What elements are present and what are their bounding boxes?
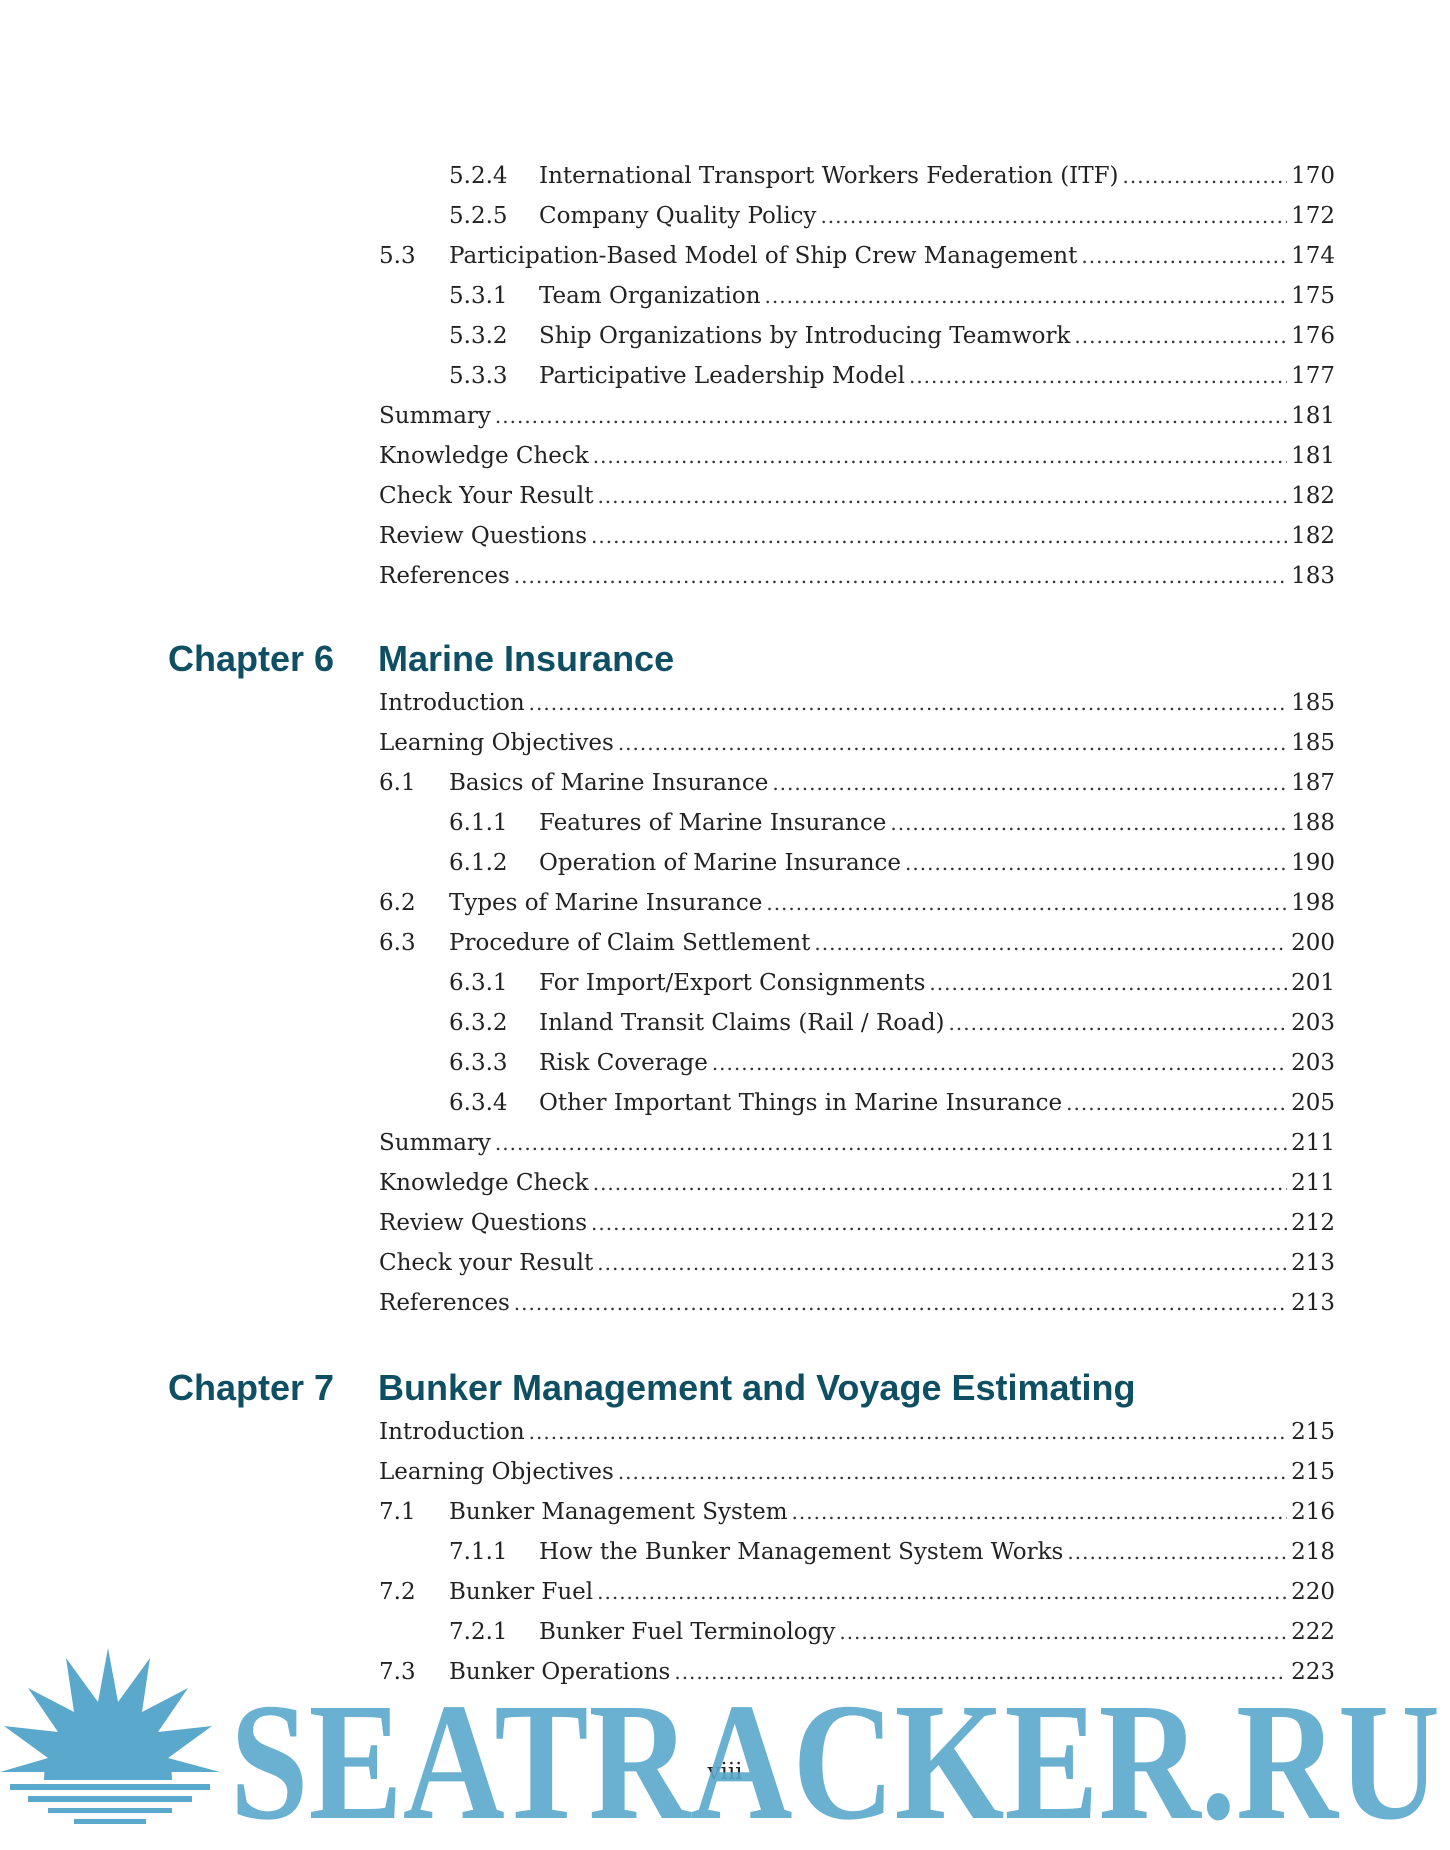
toc-entry-title: Bunker Management System	[449, 1499, 788, 1525]
toc-entry-page: 215	[1291, 1419, 1335, 1445]
toc-entry-title: References	[379, 1290, 510, 1316]
dot-leader	[792, 1492, 1288, 1532]
toc-entry-5-3-1[interactable]	[449, 276, 1335, 316]
toc-entry-page: 187	[1291, 770, 1335, 796]
toc-entry-page: 201	[1291, 970, 1335, 996]
toc-entry-5-3-2[interactable]	[449, 316, 1335, 356]
dot-leader	[772, 763, 1287, 803]
toc-entry-knowledge-check[interactable]	[379, 436, 1335, 476]
toc-entry-summary[interactable]	[379, 1123, 1335, 1163]
toc-entry-number: 5.3.2	[449, 323, 508, 349]
toc-entry-page: 177	[1291, 363, 1335, 389]
toc-entry-page: 203	[1291, 1010, 1335, 1036]
chapter-7-heading[interactable]	[168, 1363, 1338, 1413]
toc-entry-introduction[interactable]	[379, 683, 1335, 723]
toc-entry-knowledge-check[interactable]	[379, 1163, 1335, 1203]
toc-entry-page: 185	[1291, 690, 1335, 716]
toc-entry-page: 213	[1291, 1250, 1335, 1276]
sun-wave-line	[48, 1808, 172, 1813]
toc-entry-title: Features of Marine Insurance	[539, 810, 887, 836]
toc-entry-page: 223	[1291, 1659, 1335, 1685]
dot-leader	[890, 803, 1287, 843]
sun-wave-line	[28, 1796, 192, 1802]
chapter-label: Chapter 7	[168, 1367, 335, 1408]
toc-entry-number: 5.3	[379, 243, 416, 269]
toc-entry-5-2-4[interactable]	[449, 156, 1335, 196]
toc-entry-title: For Import/Export Consignments	[539, 970, 926, 996]
toc-entry-page: 222	[1291, 1619, 1335, 1645]
chapter-6-heading[interactable]	[168, 634, 1338, 684]
toc-entry-page: 220	[1291, 1579, 1335, 1605]
toc-entry-number: 6.3	[379, 930, 416, 956]
toc-entry-number: 5.3.1	[449, 283, 508, 309]
toc-entry-number: 6.3.2	[449, 1010, 508, 1036]
toc-entry-page: 188	[1291, 810, 1335, 836]
dot-leader	[618, 1452, 1287, 1492]
toc-entry-6-3-3[interactable]	[449, 1043, 1335, 1083]
toc-entry-title: Review Questions	[379, 1210, 588, 1236]
toc-entry-title: Introduction	[379, 690, 525, 716]
toc-entry-title: Knowledge Check	[379, 1170, 589, 1196]
toc-entry-page: 216	[1291, 1499, 1335, 1525]
toc-entry-5-2-5[interactable]	[449, 196, 1335, 236]
dot-leader	[949, 1003, 1288, 1043]
toc-entry-title: Introduction	[379, 1419, 525, 1445]
toc-entry-number: 7.3	[379, 1659, 416, 1685]
toc-entry-page: 212	[1291, 1210, 1335, 1236]
dot-leader	[593, 436, 1287, 476]
toc-entry-page: 215	[1291, 1459, 1335, 1485]
toc-entry-5-3-3[interactable]	[449, 356, 1335, 396]
toc-entry-6-3[interactable]	[379, 923, 1335, 963]
toc-entry-check-your-result[interactable]	[379, 1243, 1335, 1283]
dot-leader	[765, 276, 1288, 316]
toc-entry-learning-objectives[interactable]	[379, 723, 1335, 763]
dot-leader	[593, 1163, 1287, 1203]
dot-leader	[766, 883, 1287, 923]
toc-entry-title: Ship Organizations by Introducing Teamwork	[539, 323, 1071, 349]
toc-entry-page: 182	[1291, 483, 1335, 509]
dot-leader	[514, 556, 1287, 596]
toc-entry-6-3-1[interactable]	[449, 963, 1335, 1003]
toc-entry-6-3-4[interactable]	[449, 1083, 1335, 1123]
toc-entry-page: 198	[1291, 890, 1335, 916]
chapter-title: Marine Insurance	[378, 638, 675, 679]
toc-entry-7-2[interactable]	[379, 1572, 1335, 1612]
dot-leader	[495, 396, 1287, 436]
toc-entry-title: Company Quality Policy	[539, 203, 817, 229]
toc-entry-page: 183	[1291, 563, 1335, 589]
dot-leader	[597, 1572, 1287, 1612]
dot-leader	[1074, 316, 1287, 356]
dot-leader	[929, 963, 1287, 1003]
toc-entry-number: 7.1	[379, 1499, 416, 1525]
dot-leader	[1123, 156, 1288, 196]
dot-leader	[591, 516, 1287, 556]
toc-entry-title: Learning Objectives	[379, 1459, 614, 1485]
toc-entry-5-3[interactable]	[379, 236, 1335, 276]
toc-entry-page: 175	[1291, 283, 1335, 309]
toc-entry-title: Other Important Things in Marine Insurance	[539, 1090, 1063, 1116]
toc-entry-title: Team Organization	[539, 283, 761, 309]
dot-leader	[712, 1043, 1287, 1083]
toc-entry-page: 181	[1291, 443, 1335, 469]
toc-entry-title: Bunker Fuel Terminology	[539, 1619, 836, 1645]
dot-leader	[514, 1283, 1287, 1323]
toc-entry-number: 6.2	[379, 890, 416, 916]
toc-entry-page: 203	[1291, 1050, 1335, 1076]
toc-entry-page: 218	[1291, 1539, 1335, 1565]
toc-entry-references[interactable]	[379, 556, 1335, 596]
toc-entry-title: Types of Marine Insurance	[449, 890, 763, 916]
dot-leader	[820, 196, 1287, 236]
toc-entry-page: 213	[1291, 1290, 1335, 1316]
toc-entry-title: Participation-Based Model of Ship Crew Management	[449, 243, 1078, 269]
dot-leader	[909, 356, 1287, 396]
toc-entry-introduction[interactable]	[379, 1412, 1335, 1452]
toc-entry-title: Summary	[379, 403, 491, 429]
dot-leader	[618, 723, 1287, 763]
toc-entry-title: Check your Result	[379, 1250, 594, 1276]
toc-entry-title: Review Questions	[379, 523, 588, 549]
toc-entry-page: 211	[1291, 1130, 1335, 1156]
toc-entry-references[interactable]	[379, 1283, 1335, 1323]
toc-entry-page: 190	[1291, 850, 1335, 876]
toc-entry-page: 170	[1291, 163, 1335, 189]
toc-entry-check-your-result[interactable]	[379, 476, 1335, 516]
chapter-title: Bunker Management and Voyage Estimating	[378, 1367, 1136, 1408]
toc-entry-number: 5.2.5	[449, 203, 508, 229]
sun-wave-line	[10, 1784, 210, 1790]
toc-entry-title: Bunker Fuel	[449, 1579, 594, 1605]
toc-entry-title: Procedure of Claim Settlement	[449, 930, 811, 956]
toc-entry-7-1[interactable]	[379, 1492, 1335, 1532]
toc-entry-page: 185	[1291, 730, 1335, 756]
toc-entry-number: 6.3.4	[449, 1090, 508, 1116]
toc-entry-6-3-2[interactable]	[449, 1003, 1335, 1043]
toc-entry-7-1-1[interactable]	[449, 1532, 1335, 1572]
chapter-label: Chapter 6	[168, 638, 335, 679]
watermark-text: SEATRACKER.RU	[230, 1669, 1440, 1850]
toc-entry-title: International Transport Workers Federation (ITF)	[539, 163, 1119, 189]
toc-entry-title: Check Your Result	[379, 483, 594, 509]
toc-entry-page: 200	[1291, 930, 1335, 956]
toc-entry-number: 7.2.1	[449, 1619, 508, 1645]
toc-entry-title: References	[379, 563, 510, 589]
sun-icon	[0, 1648, 220, 1844]
toc-entry-page: 176	[1291, 323, 1335, 349]
toc-entry-number: 7.2	[379, 1579, 416, 1605]
toc-entry-6-2[interactable]	[379, 883, 1335, 923]
toc-entry-page: 172	[1291, 203, 1335, 229]
dot-leader	[597, 1243, 1287, 1283]
toc-entry-6-1-1[interactable]	[449, 803, 1335, 843]
toc-entry-title: Learning Objectives	[379, 730, 614, 756]
dot-leader	[591, 1203, 1287, 1243]
toc-entry-learning-objectives[interactable]	[379, 1452, 1335, 1492]
toc-entry-number: 6.1.1	[449, 810, 508, 836]
toc-entry-page: 174	[1291, 243, 1335, 269]
toc-entry-summary[interactable]	[379, 396, 1335, 436]
toc-entry-number: 6.3.3	[449, 1050, 508, 1076]
toc-entry-title: Operation of Marine Insurance	[539, 850, 902, 876]
toc-entry-title: Knowledge Check	[379, 443, 589, 469]
toc-entry-title: Risk Coverage	[539, 1050, 708, 1076]
toc-entry-title: Basics of Marine Insurance	[449, 770, 769, 796]
toc-entry-number: 5.2.4	[449, 163, 508, 189]
toc-entry-review-questions[interactable]	[379, 516, 1335, 556]
toc-entry-number: 6.1.2	[449, 850, 508, 876]
toc-entry-page: 211	[1291, 1170, 1335, 1196]
dot-leader	[1081, 236, 1287, 276]
toc-entry-page: 182	[1291, 523, 1335, 549]
toc-entry-number: 6.1	[379, 770, 416, 796]
toc-entry-title: Inland Transit Claims (Rail / Road)	[539, 1010, 945, 1036]
toc-entry-page: 205	[1291, 1090, 1335, 1116]
dot-leader	[1066, 1083, 1287, 1123]
toc-entry-6-1[interactable]	[379, 763, 1335, 803]
dot-leader	[905, 843, 1287, 883]
toc-entry-number: 5.3.3	[449, 363, 508, 389]
toc-entry-title: How the Bunker Management System Works	[539, 1539, 1064, 1565]
toc-entry-title: Summary	[379, 1130, 491, 1156]
toc-entry-6-1-2[interactable]	[449, 843, 1335, 883]
dot-leader	[597, 476, 1287, 516]
toc-entry-number: 7.1.1	[449, 1539, 508, 1565]
toc-entry-title: Bunker Operations	[449, 1659, 671, 1685]
dot-leader	[529, 1412, 1287, 1452]
dot-leader	[529, 683, 1287, 723]
toc-entry-title: Participative Leadership Model	[539, 363, 905, 389]
toc-entry-number: 6.3.1	[449, 970, 508, 996]
toc-entry-page: 181	[1291, 403, 1335, 429]
page-number: viii	[707, 1759, 743, 1785]
dot-leader	[495, 1123, 1287, 1163]
toc-entry-review-questions[interactable]	[379, 1203, 1335, 1243]
watermark	[0, 1640, 1450, 1850]
dot-leader	[1067, 1532, 1287, 1572]
dot-leader	[814, 923, 1287, 963]
sun-wave-line	[74, 1819, 146, 1824]
